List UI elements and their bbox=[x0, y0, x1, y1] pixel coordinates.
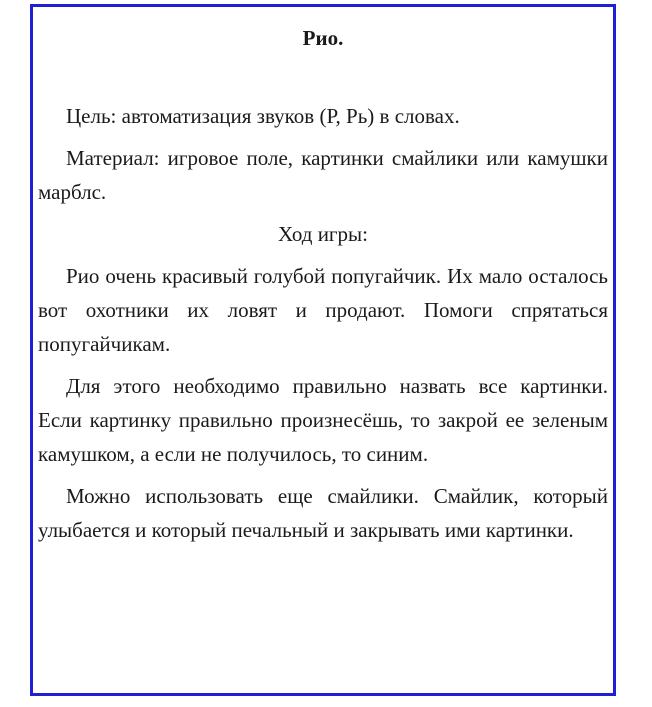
material-paragraph: Материал: игровое поле, картинки смайлики или камушки марблс. bbox=[38, 146, 608, 204]
story-paragraph: Рио очень красивый голубой попугайчик. Их мало осталось вот охотники их ловят и продают. Помоги спрятаться попугайчикам. bbox=[38, 264, 608, 356]
document-content bbox=[38, 21, 608, 555]
document-title: Рио. bbox=[302, 26, 344, 50]
section-heading: Ход игры: bbox=[278, 222, 368, 246]
smileys-paragraph: Можно использовать еще смайлики. Смайлик, который улыбается и который печальный и закрывать ими картинки. bbox=[38, 484, 608, 542]
goal-paragraph: Цель: автоматизация звуков (Р, Рь) в словах. bbox=[66, 104, 460, 128]
document-frame bbox=[30, 4, 616, 696]
instructions-paragraph: Для этого необходимо правильно назвать все картинки. Если картинку правильно произнесёшь, то закрой ее зеленым камушком, а если не получилось, то синим. bbox=[38, 374, 608, 466]
